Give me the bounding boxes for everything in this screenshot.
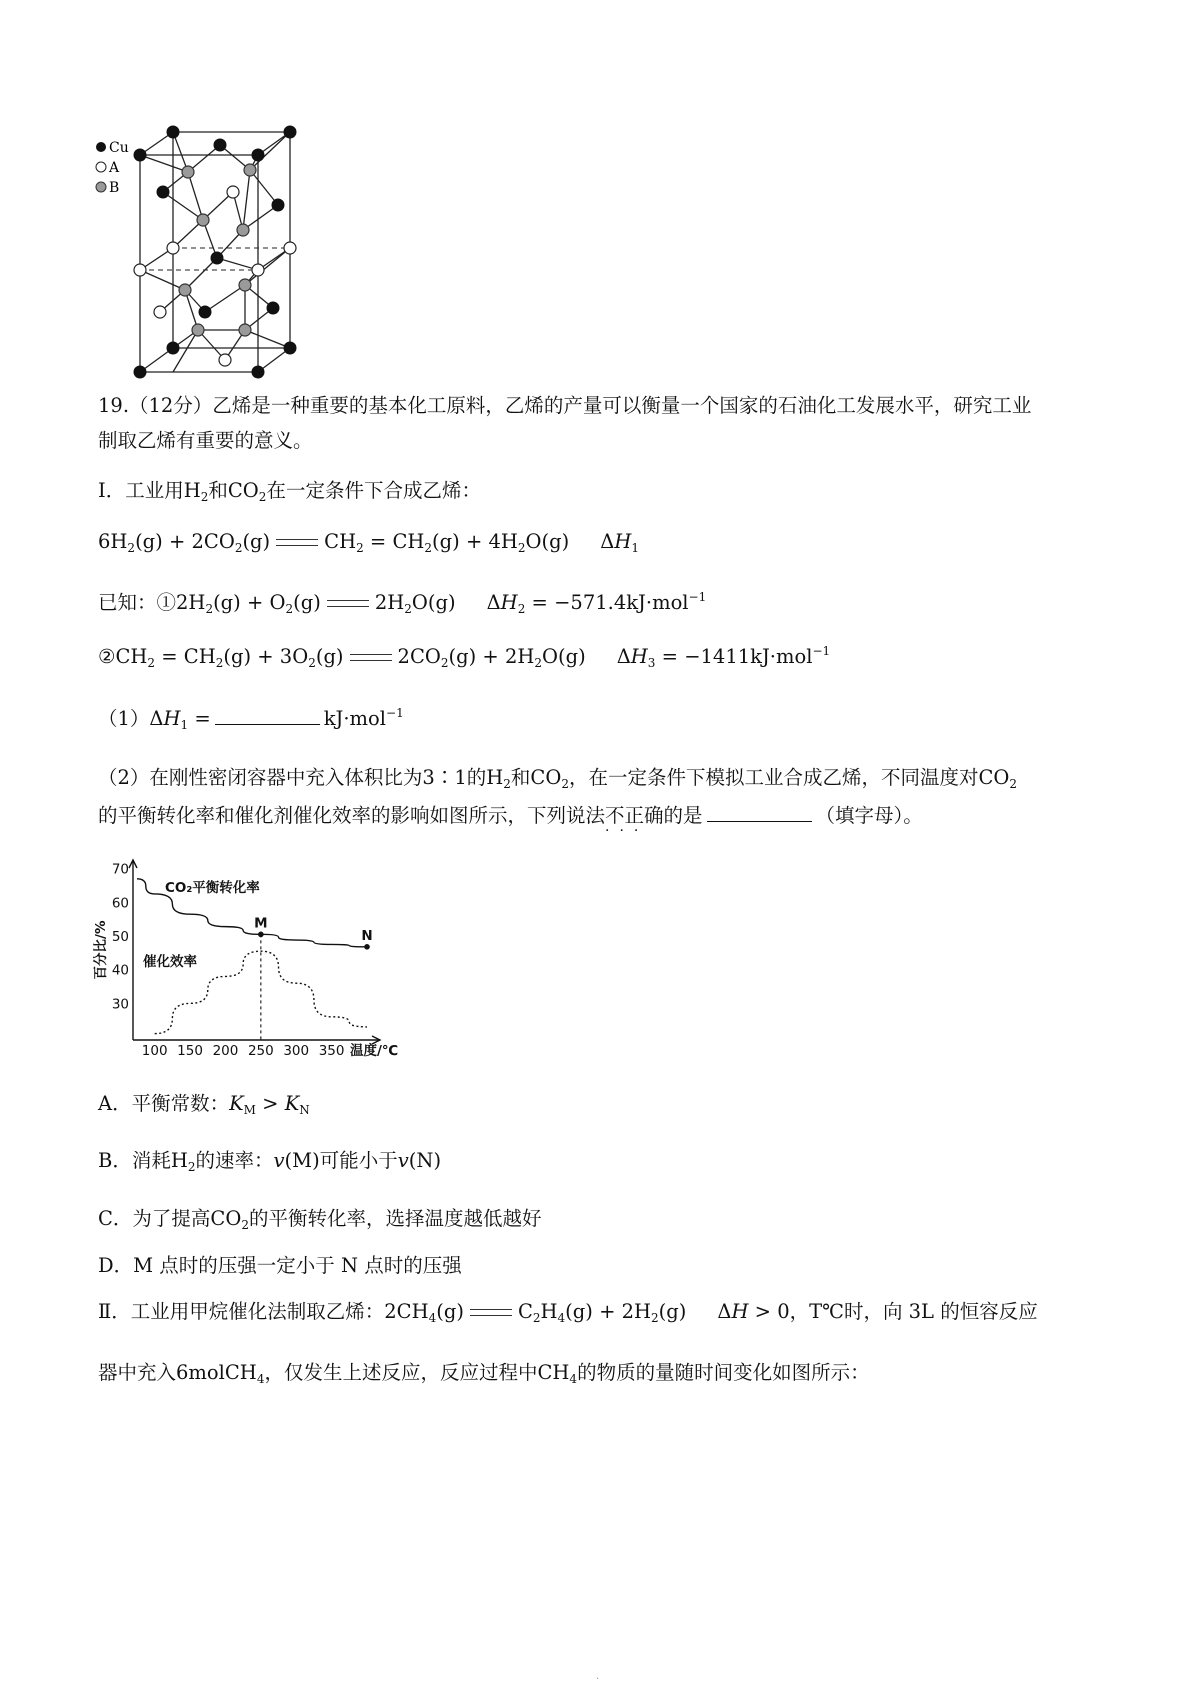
equilibrium-arrow-icon <box>325 596 371 612</box>
emphasis-not-correct: 不正确 ··· <box>605 804 664 827</box>
known-eq2: $②CH_2 = CH_2(g) + 3O_2(g) 2CO_2(g) + 2H_2O(g)$ $\Delta H_3 = -1411kJ\cdot mol^{-1}$ <box>98 644 831 670</box>
equilibrium-arrow-icon <box>274 535 320 551</box>
part2-intro: Ⅱ．工业用甲烷催化法制取乙烯：$2CH_4(g) C_2H_4(g) + 2H_2(g)$ ΔH > 0，T℃时，向 3L 的恒容反应 <box>98 1300 1038 1325</box>
x-tick-label: 200 <box>212 1043 239 1059</box>
crystal-legend <box>96 140 129 196</box>
sub-question-2: （2）在刚性密闭容器中充入体积比为3∶1的$H_2$和$CO_2$，在一定条件下模拟工业合成乙烯，不同温度对$CO_2$ <box>98 766 1018 791</box>
equilibrium-arrow-icon <box>468 1305 514 1321</box>
y-tick-label: 60 <box>111 895 129 912</box>
known-eq1: 已知：$①2H_2(g) + O_2(g)$ $2H_2O(g)$ $\Delta H_2 = -571.4kJ\cdot mol^{-1}$ <box>98 590 707 616</box>
sub-question-1: $(1)\Delta H_1 = kJ\cdot mol^{-1}$ <box>98 706 404 732</box>
x-tick-label: 300 <box>283 1043 310 1059</box>
y-tick-label: 50 <box>111 929 129 946</box>
part1-title: Ⅰ．工业用$H_2$和$CO_2$在一定条件下合成乙烯： <box>98 479 481 504</box>
q19-header: 19.（12分）乙烯是一种重要的基本化工原料，乙烯的产量可以衡量一个国家的石油化工发展水平，研究工业 <box>98 394 1032 417</box>
answer-blank-1[interactable] <box>215 708 320 725</box>
point-label-n: N <box>361 927 373 944</box>
option-c: C．为了提高$CO_2$的平衡转化率，选择温度越低越好 <box>98 1207 542 1232</box>
equation-main: $6H_2(g) + 2CO_2(g) CH_2 = CH_2(g) + 4H_2O(g)$ $\Delta H_1$ <box>98 530 639 555</box>
y-tick-label: 30 <box>111 996 129 1013</box>
answer-blank-2[interactable] <box>707 805 812 822</box>
conversion-efficiency-chart <box>93 850 399 1060</box>
point-m <box>258 932 264 938</box>
series-label-catalyst-efficiency: 催化效率 <box>143 954 197 970</box>
y-axis-label: 百分比/% <box>93 920 109 980</box>
series-label-co2-conversion: CO₂平衡转化率 <box>165 880 260 896</box>
x-tick-label: 250 <box>247 1043 274 1059</box>
option-d: D．M 点时的压强一定小于 N 点时的压强 <box>98 1254 462 1277</box>
x-tick-label: 100 <box>141 1043 168 1059</box>
equilibrium-arrow-icon <box>348 650 394 666</box>
legend-b: B <box>109 180 120 196</box>
x-tick-label: 350 <box>318 1043 345 1059</box>
sub-question-2-cont: 的平衡转化率和催化剂催化效率的影响如图所示，下列说法不正确 ···的是 （填字母）。 <box>98 800 923 828</box>
option-b: B．消耗$H_2$的速率：v(M)可能小于v(N) <box>98 1149 442 1174</box>
y-tick-label: 70 <box>111 861 129 878</box>
legend-cu: Cu <box>109 140 129 156</box>
legend-a: A <box>109 160 120 176</box>
x-axis-label: 温度/℃ <box>350 1043 399 1059</box>
q19-header-cont: 制取乙烯有重要的意义。 <box>98 429 313 452</box>
option-a: A．平衡常数：$K_M > K_N$ <box>98 1092 310 1117</box>
page-footer-mark: · <box>596 1674 600 1685</box>
point-label-m: M <box>254 915 268 932</box>
x-tick-label: 150 <box>177 1043 203 1059</box>
crystal-structure-figure <box>95 130 325 375</box>
point-n <box>364 944 370 950</box>
y-tick-label: 40 <box>111 962 129 979</box>
part2-cont: 器中充入6molCH$_4$，仅发生上述反应，反应过程中$CH_4$的物质的量随时间变化如图所示： <box>98 1361 870 1386</box>
